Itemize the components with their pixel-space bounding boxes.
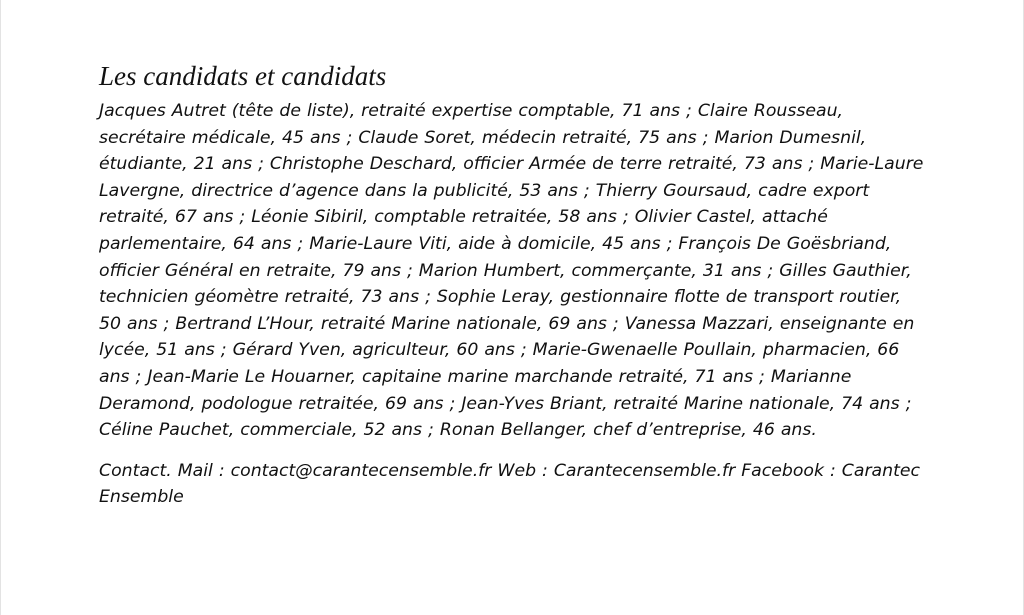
section-title: Les candidats et candidats [99,61,387,91]
candidates-paragraph: Jacques Autret (tête de liste), retraité expertise comptable, 71 ans ; Claire Rousseau, secrétaire médicale, 45 ans ; Claude Soret, médecin retraité, 75 ans ; Marion Dumesnil, étudiante, 21 ans ; Christophe Deschard, officier Armée de terre retraité, 73 ans ; Marie-Laure Lavergne, directrice d’agence dans la publicité, 53 ans ; Thierry Goursaud, cadre export retraité, 67 ans ; Léonie Sibiril, comptable retraitée, 58 ans ; Olivier Castel, attaché parlementaire, 64 ans ; Marie-Laure Viti, aide à domicile, 45 ans ; François De Goësbriand, officier Général en retraite, 79 ans ; Marion Humbert, commerçante, 31 ans ; Gilles Gauthier, technicien géomètre retraité, 73 ans ; Sophie Leray, gestionnaire flotte de transport routier, 50 ans ; Bertrand L’Hour, retraité Marine nationale, 69 ans ; Vanessa Mazzari, enseignante en lycée, 51 ans ; Gérard Yven, agriculteur, 60 ans ; Marie-Gwenaelle Poullain, pharmacien, 66 ans ; Jean-Marie Le Houarner, capitaine marine marchande retraité, 71 ans ; Marianne Deramond, podologue retraitée, 69 ans ; Jean-Yves Briant, retraité Marine nationale, 74 ans ; Céline Pauchet, commerciale, 52 ans ; Ronan Bellanger, chef d’entreprise, 46 ans. [99,101,924,441]
article-body [99,58,929,511]
contact-paragraph: Contact. Mail : contact@carantecensemble.fr Web : Carantecensemble.fr Facebook : Carantec Ensemble [99,460,921,508]
